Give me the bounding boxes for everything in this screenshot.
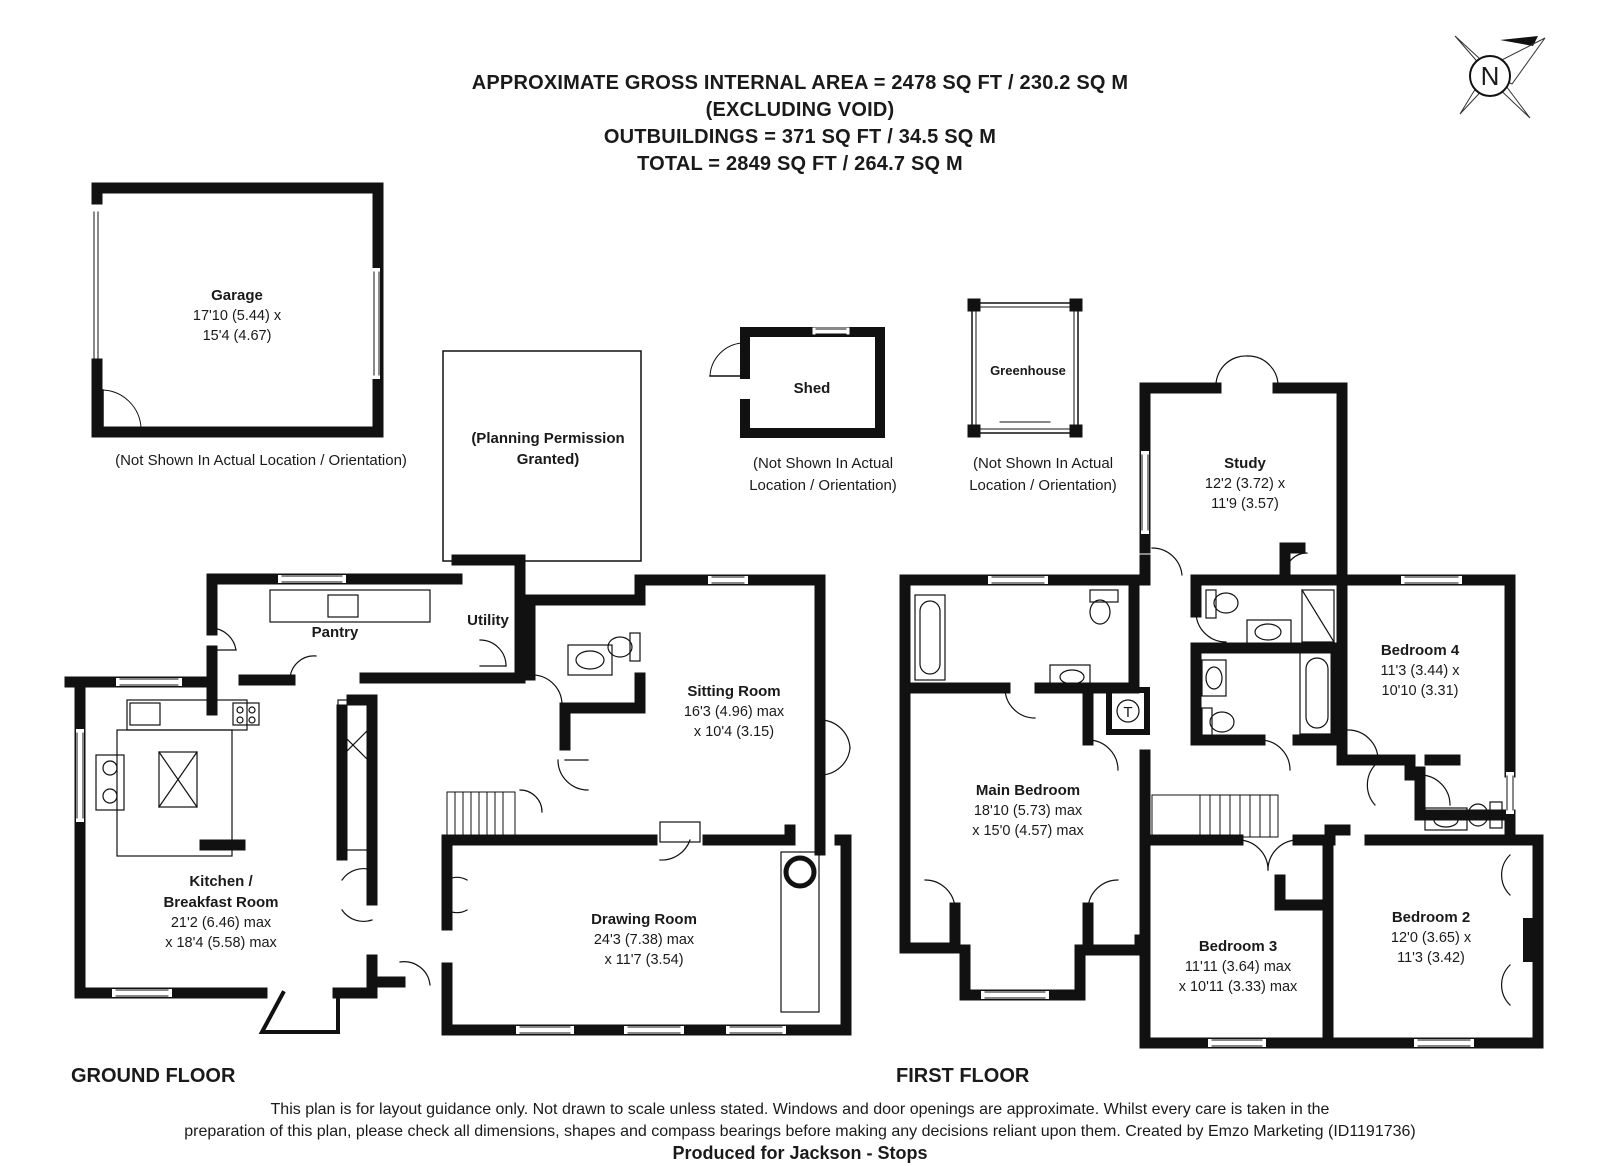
ground-floor-label: GROUND FLOOR [71,1065,236,1087]
produced-for-credit: Produced for Jackson - Stops [672,1143,928,1163]
area-summary-line-2: (EXCLUDING VOID) [705,99,895,121]
bedroom-2-dims-line-2: 11'3 (3.42) [1397,950,1465,966]
utility-name: Utility [467,612,509,629]
disclaimer-line-1: This plan is for layout guidance only. Not drawn to scale unless stated. Windows and door openings are approximate. Whilst every care is taken in the [270,1101,1330,1118]
shed-note-line-1: (Not Shown In Actual [752,455,894,472]
main-bedroom-dims-line-1: 18'10 (5.73) max [973,803,1083,819]
drawing-room-dims-line-2: x 11'7 (3.54) [604,952,684,968]
study-dims-line-2: 11'9 (3.57) [1211,496,1279,512]
area-summary-line-4: TOTAL = 2849 SQ FT / 264.7 SQ M [637,153,963,175]
area-summary-line-1: APPROXIMATE GROSS INTERNAL AREA = 2478 SQ FT / 230.2 SQ M [471,72,1129,94]
study-dims-line-1: 12'2 (3.72) x [1204,476,1286,492]
ground-floor-walls [70,560,846,1032]
garage-dims-line-2: 15'4 (4.67) [202,328,272,344]
drawing-room-dims-line-1: 24'3 (7.38) max [593,932,695,948]
compass-north-label: N [1480,61,1500,91]
kitchen-name-line-2: Breakfast Room [163,894,279,911]
pantry-name: Pantry [311,624,359,641]
garage-dims-line-1: 17'10 (5.44) x [192,308,282,324]
shed-name: Shed [793,380,831,397]
kitchen-dims-line-2: x 18'4 (5.58) max [165,935,277,951]
sitting-room-name: Sitting Room [687,683,781,700]
water-tank-label: T [1123,704,1133,721]
bedroom-4-dims-line-1: 11'3 (3.44) x [1380,663,1460,679]
bedroom-3-dims-line-2: x 10'11 (3.33) max [1178,979,1298,995]
greenhouse-name: Greenhouse [990,363,1066,378]
compass-rose-icon [1455,36,1545,118]
bedroom-3-name: Bedroom 3 [1198,938,1278,955]
garage-name: Garage [211,287,263,304]
planning-note-line-2: Granted) [516,451,580,468]
bedroom-2-name: Bedroom 2 [1391,909,1471,926]
planning-note-line-1: (Planning Permission [471,430,625,447]
drawing-room-name: Drawing Room [591,911,697,928]
main-bedroom-name: Main Bedroom [975,782,1081,799]
first-floor-label: FIRST FLOOR [896,1065,1030,1087]
sitting-room-dims-line-1: 16'3 (4.96) max [683,704,785,720]
bedroom-4-name: Bedroom 4 [1380,642,1460,659]
main-bedroom-dims-line-2: x 15'0 (4.57) max [972,823,1084,839]
first-floor-fittings [915,356,1510,1005]
kitchen-dims-line-1: 21'2 (6.46) max [170,915,272,931]
bedroom-3-dims-line-1: 11'11 (3.64) max [1184,959,1292,975]
study-name: Study [1224,455,1266,472]
disclaimer-line-2: preparation of this plan, please check all dimensions, shapes and compass bearings before making any decisions reliant upon them. Created by Emzo Marketing (ID1191736) [184,1123,1416,1140]
garage-note: (Not Shown In Actual Location / Orientation) [115,452,407,469]
shed-note-line-2: Location / Orientation) [749,477,897,494]
kitchen-name-line-1: Kitchen / [189,873,253,890]
sitting-room-dims-line-2: x 10'4 (3.15) [693,724,775,740]
bedroom-2-dims-line-1: 12'0 (3.65) x [1390,930,1472,946]
greenhouse-note-line-2: Location / Orientation) [969,477,1117,494]
area-summary-line-3: OUTBUILDINGS = 371 SQ FT / 34.5 SQ M [603,126,997,148]
greenhouse-note-line-1: (Not Shown In Actual [972,455,1114,472]
bedroom-4-dims-line-2: 10'10 (3.31) [1381,683,1459,699]
